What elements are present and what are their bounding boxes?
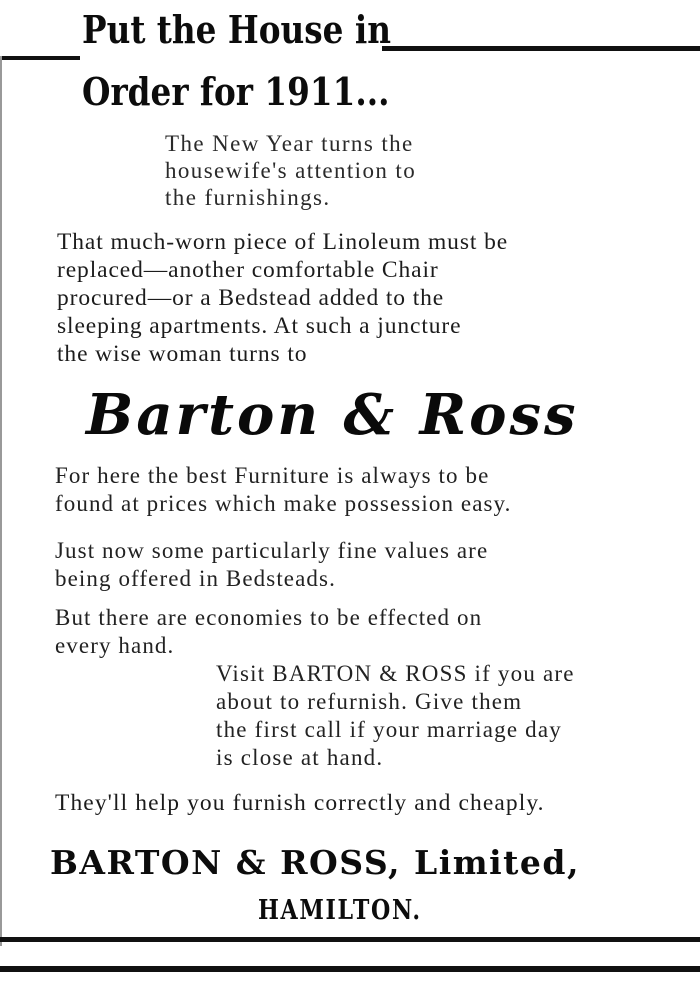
brand-name: Barton & Ross	[86, 382, 579, 448]
paragraph-line: is close at hand.	[216, 745, 384, 770]
headline	[82, 0, 391, 122]
paragraph-line: the wise woman turns to	[57, 341, 308, 367]
intro-text	[165, 130, 416, 211]
left-border-rule	[0, 56, 2, 946]
paragraph-line: replaced—another comfortable Chair	[57, 257, 439, 283]
bottom-rule-lower	[0, 966, 700, 972]
top-right-rule	[382, 46, 700, 51]
bedsteads-paragraph	[55, 537, 488, 593]
paragraph-line: For here the best Furniture is always to be	[55, 463, 490, 488]
economies-paragraph	[55, 604, 482, 660]
paragraph-line: But there are economies to be effected on	[55, 605, 483, 630]
paragraph-line: Just now some particularly fine values are	[55, 538, 489, 563]
furniture-paragraph	[55, 462, 512, 518]
intro-line: housewife's attention to	[165, 158, 417, 183]
paragraph-line: being offered in Bedsteads.	[55, 566, 336, 591]
paragraph-line: procured—or a Bedstead added to the	[57, 285, 445, 311]
paragraph-line: every hand.	[55, 633, 175, 658]
visit-paragraph	[216, 660, 575, 772]
paragraph-line: about to refurnish. Give them	[216, 689, 523, 714]
top-left-rule	[0, 56, 80, 60]
intro-line: the furnishings.	[165, 185, 331, 210]
paragraph-line: sleeping apartments. At such a juncture	[57, 313, 462, 339]
headline-line-1: Put the House in	[82, 7, 392, 52]
bottom-rule-upper	[0, 937, 700, 942]
paragraph-line: the first call if your marriage day	[216, 717, 562, 742]
company-city: HAMILTON.	[258, 895, 422, 926]
headline-line-2: Order for 1911...	[82, 69, 390, 114]
company-signature: BARTON & ROSS, Limited,	[50, 843, 580, 882]
closing-line: They'll help you furnish correctly and cheaply.	[55, 790, 545, 816]
paragraph-line: Visit BARTON & ROSS if you are	[216, 661, 575, 686]
paragraph-line: found at prices which make possession easy.	[55, 491, 512, 516]
intro-line: The New Year turns the	[165, 131, 414, 156]
paragraph-line: That much-worn piece of Linoleum must be	[57, 229, 509, 255]
linoleum-paragraph	[57, 228, 508, 368]
